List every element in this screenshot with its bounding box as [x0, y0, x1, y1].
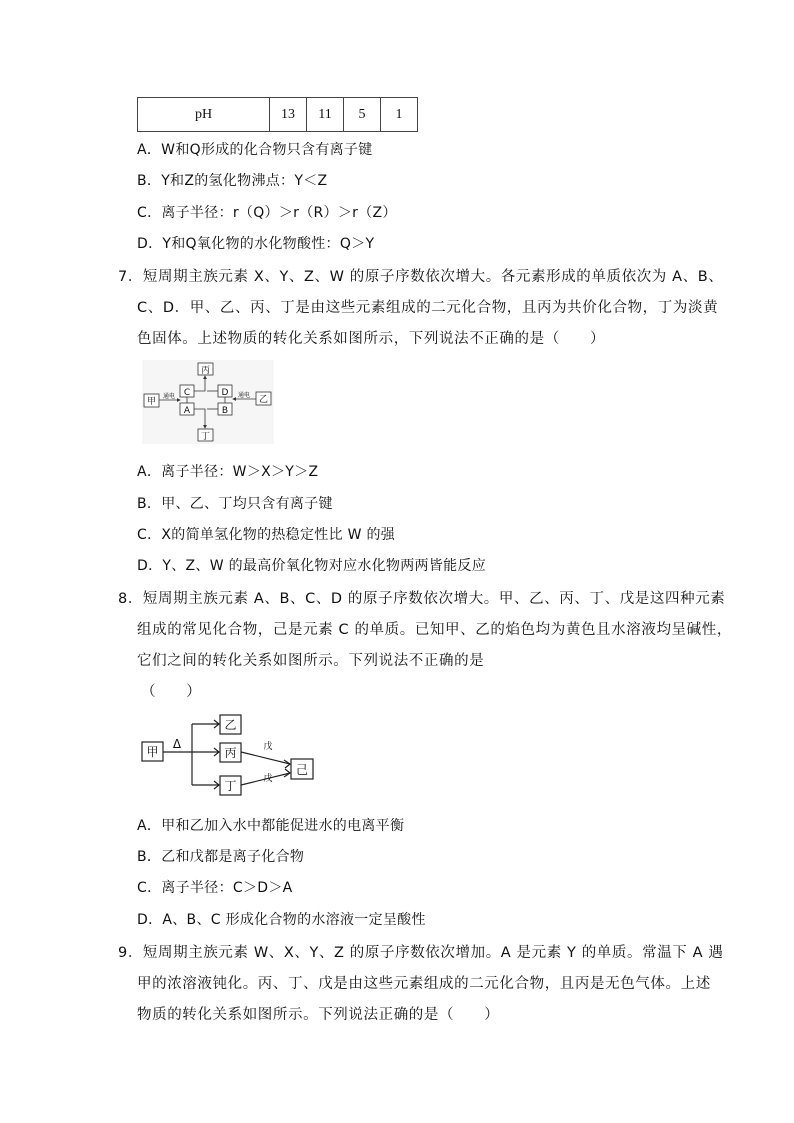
q7-diagram [142, 360, 274, 444]
q7-label-jia: 甲 [146, 397, 157, 407]
table-row [138, 98, 418, 132]
ph-value-cell: 5 [344, 98, 381, 132]
q7-label-tongdian-right: 通电 [237, 392, 251, 399]
q7-label-b: B [221, 406, 229, 416]
q8-label-jia: 甲 [146, 745, 159, 759]
q7-label-bing: 丙 [200, 366, 211, 376]
q8-option-c: C．离子半径：C＞D＞A [137, 880, 293, 896]
q8-option-a: A．甲和乙加入水中都能促进水的电离平衡 [137, 818, 405, 834]
q8-option-b: B．乙和戊都是离子化合物 [137, 849, 305, 865]
q8-label-wu-bottom: 戊 [263, 774, 273, 784]
q8-label-bing: 丙 [224, 746, 237, 760]
q7-label-c: C [183, 388, 191, 398]
ph-value-cell: 13 [270, 98, 307, 132]
q7-label-ding: 丁 [200, 432, 211, 442]
ph-table [137, 97, 418, 132]
q7-label-a: A [183, 406, 191, 416]
ph-label-cell: pH [138, 98, 270, 132]
ph-value-cell: 11 [307, 98, 344, 132]
q7-label-tongdian-left: 通电 [162, 393, 176, 400]
q8-label-yi: 乙 [224, 718, 237, 732]
q7-option-b: B．甲、乙、丁均只含有离子键 [137, 496, 333, 512]
q7-label-d: D [221, 388, 229, 398]
q7-option-d: D．Y、Z、W 的最高价氧化物对应水化物两两皆能反应 [137, 558, 487, 574]
q6-option-c: C．离子半径：r（Q）＞r（R）＞r（Z） [137, 205, 397, 221]
q7-stem-line: 色固体。上述物质的转化关系如图所示，下列说法不正确的是（ ） [137, 331, 606, 347]
q6-option-b: B．Y和Z的氢化物沸点：Y＜Z [137, 173, 328, 189]
q8-stem-line: 组成的常见化合物，己是元素 C 的单质。已知甲、乙的焰色均为黄色且水溶液均呈碱性， [137, 622, 732, 638]
q8-label-wu-top: 戊 [263, 742, 273, 752]
q6-option-d: D．Y和Q氧化物的水化物酸性：Q＞Y [137, 236, 375, 252]
q7-option-c: C．X的简单氢化物的热稳定性比 W 的强 [137, 527, 396, 543]
q8-label-ji: 己 [295, 763, 309, 777]
q8-diagram [140, 712, 320, 798]
q7-label-yi: 乙 [258, 395, 269, 405]
q6-option-a: A．W和Q形成的化合物只含有离子键 [137, 142, 373, 158]
q9-stem-line: 物质的转化关系如图所示。下列说法正确的是（ ） [137, 1007, 500, 1023]
q8-stem-line: （ ） [141, 684, 202, 700]
q8-stem-line: 它们之间的转化关系如图所示。下列说法不正确的是 [137, 653, 485, 669]
ph-value-cell: 1 [381, 98, 418, 132]
q8-option-d: D．A、B、C 形成化合物的水溶液一定呈酸性 [137, 912, 426, 928]
q9-stem-line: 甲的浓溶液钝化。丙、丁、戊是由这些元素组成的二元化合物，且丙是无色气体。上述 [137, 976, 711, 992]
q7-stem-line: C、D．甲、乙、丙、丁是由这些元素组成的二元化合物，且丙为共价化合物，丁为淡黄 [137, 300, 719, 316]
q7-option-a: A．离子半径：W＞X＞Y＞Z [137, 464, 319, 480]
q8-stem-line: 8．短周期主族元素 A、B、C、D 的原子序数依次增大。甲、乙、丙、丁、戊是这四种元素 [118, 591, 726, 607]
q8-label-ding: 丁 [224, 779, 237, 793]
q9-stem-line: 9．短周期主族元素 W、X、Y、Z 的原子序数依次增加。A 是元素 Y 的单质。常温下 A 遇 [118, 945, 724, 961]
q7-stem-line: 7．短周期主族元素 X、Y、Z、W 的原子序数依次增大。各元素形成的单质依次为 A、B、 [118, 269, 724, 285]
q8-label-delta: Δ [172, 737, 182, 751]
